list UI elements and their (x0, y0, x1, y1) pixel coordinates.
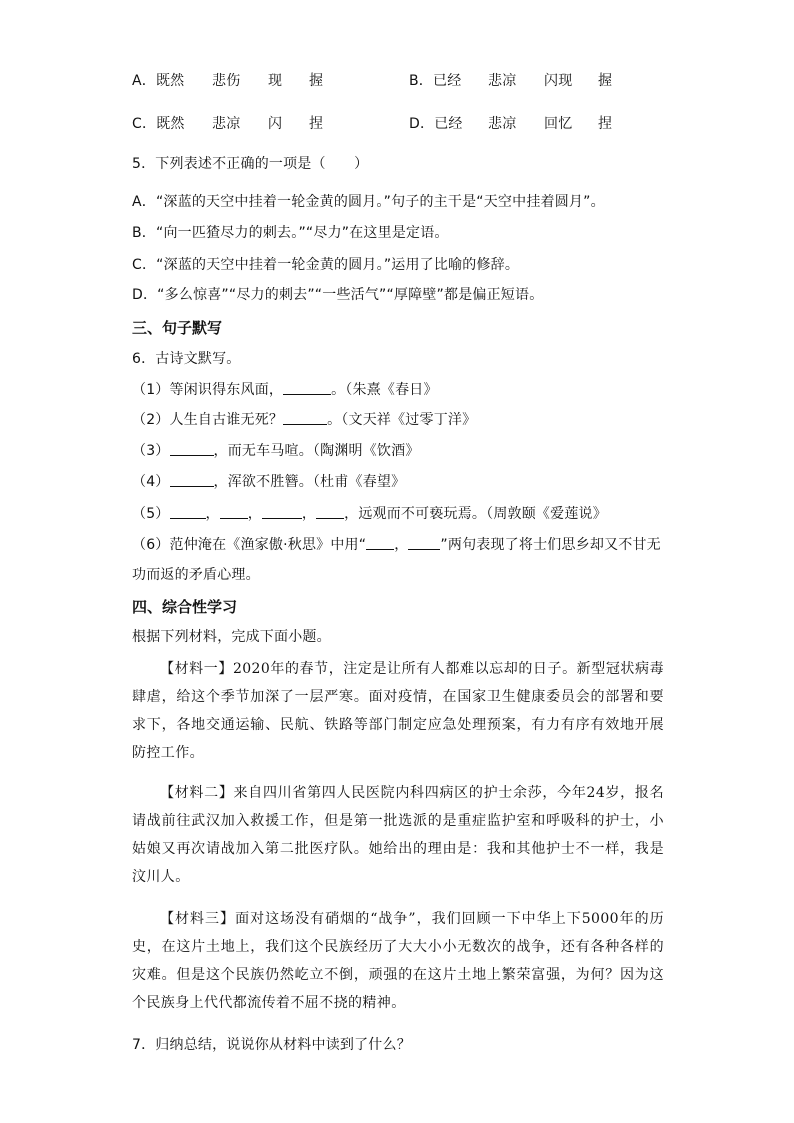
option-part: 既然 (156, 116, 185, 132)
poetry-item-2 (132, 410, 476, 429)
option-a (132, 72, 184, 90)
option-b-part-2: 悲凉 (488, 73, 517, 89)
answer-blank[interactable] (366, 535, 394, 550)
option-a-part-3: 现 (268, 73, 283, 89)
question-5-option-c: C．“深蓝的天空中挂着一轮金黄的圆月。”运用了比喻的修辞。 (132, 257, 520, 273)
question-5-option-d: D．“多么惊喜”“尽力的刺去”“一些活气”“厚障壁”都是偏正短语。 (132, 287, 544, 303)
answer-blank[interactable] (170, 472, 214, 487)
material-1-label: 【材料一】 (160, 661, 233, 677)
poetry-suffix: ”两句表现了将士们思乡却又不甘无 (440, 537, 661, 553)
option-c-part-2: 悲凉 (212, 116, 241, 132)
option-d-part-2: 悲凉 (488, 116, 517, 132)
material-2-text: 来自四川省第四人民医院内科四病区的护士余莎，今年24岁，报名请战前往武汉加入救援工作，但是第一批选派的是重症监护室和呼吸科的护士，小姑娘又再次请战加入第二批医疗队。她给出的理由是：我和其他护士不一样，我是汶川人。 (132, 785, 664, 885)
option-part: 已经 (434, 116, 463, 132)
poetry-prefix: （1）等闲识得东风面， (132, 382, 284, 398)
poetry-item-4 (132, 472, 405, 491)
option-label: A． (132, 73, 156, 89)
comma-separator: ， (205, 506, 220, 522)
answer-blank[interactable] (408, 535, 440, 550)
option-c (132, 115, 185, 133)
poetry-item-6-line-2: 功而返的矛盾心理。 (132, 567, 260, 583)
option-d-part-4: 捏 (598, 116, 613, 132)
poetry-suffix: ，远观而不可亵玩焉。（周敦颐《爱莲说》 (344, 506, 607, 522)
poetry-prefix: （3） (132, 443, 170, 459)
poetry-item-6-line-1 (132, 535, 661, 554)
option-label: B． (409, 73, 434, 89)
option-part: 已经 (433, 73, 462, 89)
poetry-prefix: （5） (132, 506, 170, 522)
answer-blank[interactable] (316, 504, 344, 519)
option-a-part-2: 悲伤 (212, 73, 241, 89)
option-d (409, 115, 463, 133)
answer-blank[interactable] (220, 504, 248, 519)
option-d-part-3: 回忆 (544, 116, 573, 132)
material-2-label: 【材料二】 (160, 785, 234, 801)
option-b-part-3: 闪现 (544, 73, 573, 89)
option-label: C． (132, 116, 157, 132)
question-5-option-b: B．“向一匹猹尽力的刺去。”“尽力”在这里是定语。 (132, 225, 449, 241)
poetry-suffix: 。（朱熹《春日》 (331, 382, 438, 398)
poetry-prefix: （2）人生自古谁无死？ (132, 412, 284, 428)
poetry-item-1 (132, 380, 438, 399)
option-a-part-4: 握 (309, 73, 324, 89)
material-2 (132, 779, 664, 891)
question-7: 7．归纳总结，说说你从材料中读到了什么？ (132, 1037, 411, 1053)
option-b-part-4: 握 (598, 73, 613, 89)
poetry-item-5 (132, 504, 607, 523)
answer-blank[interactable] (283, 380, 331, 395)
material-3 (132, 905, 664, 1017)
section-3-title: 三、句子默写 (132, 319, 223, 337)
comma-separator: ， (301, 506, 317, 522)
comma-separator: ， (247, 506, 262, 522)
answer-blank[interactable] (283, 410, 327, 425)
material-1 (132, 655, 664, 767)
answer-blank[interactable] (262, 504, 302, 519)
option-part: 既然 (155, 73, 185, 89)
poetry-suffix: ，浑欲不胜簪。（杜甫《春望》 (213, 474, 406, 490)
materials-intro: 根据下列材料，完成下面小题。 (132, 629, 331, 645)
section-4-title: 四、综合性学习 (132, 598, 238, 616)
material-3-label: 【材料三】 (160, 911, 236, 927)
answer-blank[interactable] (170, 504, 206, 519)
poetry-prefix: （4） (132, 474, 170, 490)
option-label: D． (409, 116, 435, 132)
poetry-suffix: ，而无车马喧。（陶渊明《饮酒》 (213, 443, 420, 459)
poetry-suffix: 。（文天祥《过零丁洋》 (327, 412, 477, 428)
option-b (409, 72, 461, 90)
option-c-part-3: 闪 (268, 116, 283, 132)
material-1-text: 2020年的春节，注定是让所有人都难以忘却的日子。新型冠状病毒肆虐，给这个季节加深了一层严寒。面对疫情，在国家卫生健康委员会的部署和要求下，各地交通运输、民航、铁路等部门制定应急处理预案，有力有序有效地开展防控工作。 (132, 661, 665, 761)
option-c-part-4: 捏 (309, 116, 324, 132)
poetry-prefix: （6）范仲淹在《渔家傲·秋思》中用“ (132, 537, 367, 553)
question-6-title: 6．古诗文默写。 (132, 351, 241, 367)
material-3-text: 面对这场没有硝烟的“战争”，我们回顾一下中华上下5000年的历史，在这片土地上，我们这个民族经历了大大小小无数次的战争，还有各种各样的灾难。但是这个民族仍然屹立不倒，顽强的在这片土地上繁荣富强，为何？因为这个民族身上代代都流传着不屈不挠的精神。 (132, 911, 665, 1011)
question-5-stem: 5．下列表述不正确的一项是（ ） (132, 156, 369, 172)
poetry-item-3 (132, 441, 420, 460)
answer-blank[interactable] (170, 441, 214, 456)
question-5-option-a: A．“深蓝的天空中挂着一轮金黄的圆月。”句子的主干是“天空中挂着圆月”。 (132, 194, 605, 210)
poetry-middle: ， (394, 537, 409, 553)
